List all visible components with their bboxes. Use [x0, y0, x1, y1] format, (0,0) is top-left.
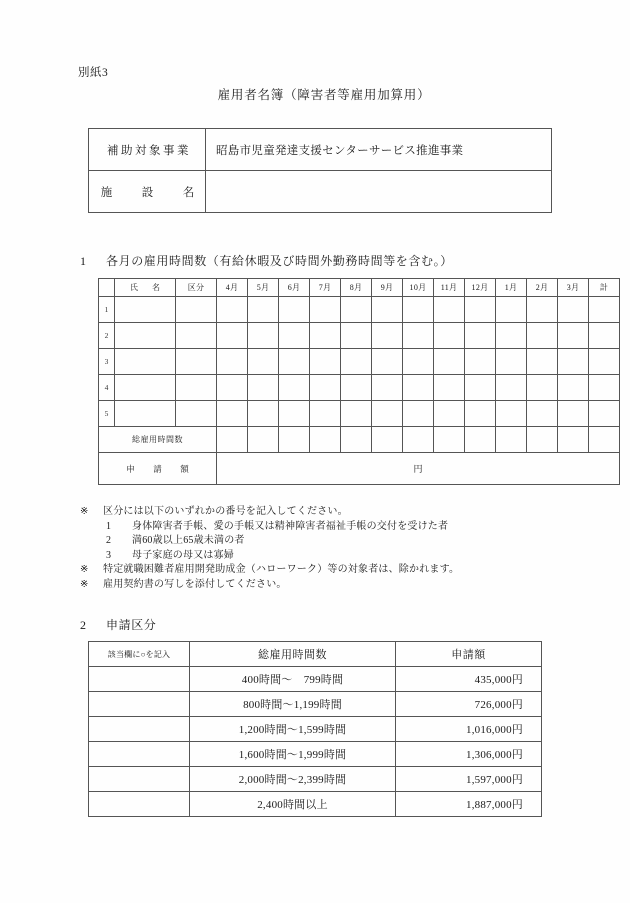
cell-month-8[interactable] [341, 323, 372, 349]
row-number: 4 [99, 375, 115, 401]
hours-range-cell: 1,600時間～1,999時間 [190, 742, 396, 767]
note-text: 特定就職困難者雇用開発助成金（ハローワーク）等の対象者は、除かれます。 [103, 564, 460, 575]
total-month-3[interactable] [558, 427, 589, 453]
cell-month-12[interactable] [465, 401, 496, 427]
column-header-month-9: 9月 [372, 279, 403, 297]
cell-month-9[interactable] [372, 375, 403, 401]
note-line [80, 563, 459, 578]
total-month-1[interactable] [496, 427, 527, 453]
hours-range-cell: 400時間～ 799時間 [190, 667, 396, 692]
total-month-6[interactable] [279, 427, 310, 453]
note-mark-icon: ※ [80, 578, 89, 590]
hours-range-cell: 1,200時間～1,599時間 [190, 717, 396, 742]
table-row [89, 667, 542, 692]
cell-total[interactable] [589, 323, 620, 349]
column-header-category: 区分 [176, 279, 217, 297]
total-month-5[interactable] [248, 427, 279, 453]
section-2-heading [80, 616, 156, 633]
column-header-total-hours: 総雇用時間数 [190, 642, 396, 667]
cell-month-4[interactable] [217, 349, 248, 375]
column-header-month-11: 11月 [434, 279, 465, 297]
section-2-number: 2 [80, 618, 87, 632]
note-sub-item [80, 534, 459, 549]
check-cell[interactable] [89, 767, 190, 792]
cell-total[interactable] [589, 349, 620, 375]
section-1-title: 各月の雇用時間数（有給休暇及び時間外勤務時間等を含む。） [106, 254, 453, 268]
cell-total[interactable] [589, 375, 620, 401]
cell-month-2[interactable] [527, 323, 558, 349]
row-number: 5 [99, 401, 115, 427]
column-header-check: 該当欄に○を記入 [89, 642, 190, 667]
cell-total[interactable] [589, 297, 620, 323]
cell-month-9[interactable] [372, 401, 403, 427]
check-cell[interactable] [89, 792, 190, 817]
table-row [99, 349, 620, 375]
cell-month-6[interactable] [279, 323, 310, 349]
check-cell[interactable] [89, 667, 190, 692]
cell-month-6[interactable] [279, 349, 310, 375]
note-text: 母子家庭の母又は寡婦 [132, 549, 234, 561]
cell-month-1[interactable] [496, 401, 527, 427]
row-number: 1 [99, 297, 115, 323]
cell-month-8[interactable] [341, 297, 372, 323]
column-header-month-8: 8月 [341, 279, 372, 297]
info-label-facility-name: 施 設 名 [89, 171, 206, 213]
column-header-total: 計 [589, 279, 620, 297]
row-number: 2 [99, 323, 115, 349]
cell-month-8[interactable] [341, 375, 372, 401]
note-text: 区分には以下のいずれかの番号を記入してください。 [103, 506, 348, 517]
column-header-month-3: 3月 [558, 279, 589, 297]
info-value-subsidy-business[interactable]: 昭島市児童発達支援センターサービス推進事業 [206, 129, 552, 171]
hours-range-cell: 800時間～1,199時間 [190, 692, 396, 717]
table-row [99, 297, 620, 323]
cell-month-5[interactable] [248, 401, 279, 427]
cell-month-7[interactable] [310, 349, 341, 375]
cell-month-1[interactable] [496, 297, 527, 323]
cell-month-6[interactable] [279, 401, 310, 427]
cell-month-12[interactable] [465, 349, 496, 375]
column-header-month-12: 12月 [465, 279, 496, 297]
cell-name[interactable] [115, 297, 176, 323]
application-amount-value[interactable]: 円 [217, 453, 620, 485]
column-header-month-6: 6月 [279, 279, 310, 297]
table-row [89, 129, 552, 171]
cell-month-2[interactable] [527, 375, 558, 401]
total-month-8[interactable] [341, 427, 372, 453]
document-title: 雇用者名簿（障害者等雇用加算用） [217, 88, 431, 102]
column-header-application-amount: 申請額 [396, 642, 542, 667]
application-amount-label: 申 請 額 [99, 453, 217, 485]
note-text: 雇用契約書の写しを添付してください。 [103, 578, 287, 590]
cell-month-11[interactable] [434, 323, 465, 349]
cell-month-2[interactable] [527, 297, 558, 323]
note-text: 満60歳以上65歳未満の者 [132, 535, 245, 546]
cell-month-11[interactable] [434, 401, 465, 427]
table-row [99, 401, 620, 427]
cell-month-12[interactable] [465, 297, 496, 323]
column-header-name: 氏 名 [115, 279, 176, 297]
cell-month-3[interactable] [558, 349, 589, 375]
note-sub-number: 1 [106, 520, 112, 532]
cell-month-3[interactable] [558, 375, 589, 401]
amount-cell: 1,016,000円 [396, 717, 542, 742]
cell-month-11[interactable] [434, 297, 465, 323]
cell-month-10[interactable] [403, 401, 434, 427]
cell-name[interactable] [115, 323, 176, 349]
amount-cell: 1,597,000円 [396, 767, 542, 792]
table-row [89, 767, 542, 792]
amount-cell: 435,000円 [396, 667, 542, 692]
cell-month-5[interactable] [248, 375, 279, 401]
table-row [89, 717, 542, 742]
cell-name[interactable] [115, 349, 176, 375]
check-cell[interactable] [89, 692, 190, 717]
cell-category[interactable] [176, 297, 217, 323]
row-number: 3 [99, 349, 115, 375]
hours-range-cell: 2,000時間～2,399時間 [190, 767, 396, 792]
cell-month-2[interactable] [527, 349, 558, 375]
column-header-month-1: 1月 [496, 279, 527, 297]
cell-month-2[interactable] [527, 401, 558, 427]
column-header-month-2: 2月 [527, 279, 558, 297]
cell-month-8[interactable] [341, 401, 372, 427]
column-header-index [99, 279, 115, 297]
cell-month-10[interactable] [403, 323, 434, 349]
cell-month-5[interactable] [248, 323, 279, 349]
check-cell[interactable] [89, 717, 190, 742]
cell-category[interactable] [176, 349, 217, 375]
column-header-month-7: 7月 [310, 279, 341, 297]
cell-month-3[interactable] [558, 401, 589, 427]
cell-month-1[interactable] [496, 323, 527, 349]
cell-category[interactable] [176, 375, 217, 401]
document-reference: 別紙3 [78, 67, 109, 79]
notes-block [80, 505, 459, 592]
check-cell[interactable] [89, 742, 190, 767]
cell-month-7[interactable] [310, 375, 341, 401]
cell-month-8[interactable] [341, 349, 372, 375]
table-row [89, 692, 542, 717]
cell-month-10[interactable] [403, 375, 434, 401]
table-row [99, 323, 620, 349]
cell-category[interactable] [176, 401, 217, 427]
note-text: 身体障害者手帳、愛の手帳又は精神障害者福祉手帳の交付を受けた者 [132, 520, 449, 532]
info-value-facility-name[interactable] [206, 171, 552, 213]
column-header-month-4: 4月 [217, 279, 248, 297]
cell-name[interactable] [115, 375, 176, 401]
total-month-2[interactable] [527, 427, 558, 453]
section-1-number: 1 [80, 254, 87, 268]
total-hours-label: 総雇用時間数 [99, 427, 217, 453]
table-header-row [89, 642, 542, 667]
cell-month-9[interactable] [372, 323, 403, 349]
cell-month-1[interactable] [496, 375, 527, 401]
note-sub-item [80, 520, 459, 535]
application-amount-row [99, 453, 620, 485]
cell-month-7[interactable] [310, 297, 341, 323]
cell-month-9[interactable] [372, 297, 403, 323]
table-row [89, 742, 542, 767]
cell-month-4[interactable] [217, 401, 248, 427]
business-info-table [88, 128, 552, 213]
application-category-table [88, 641, 542, 817]
total-grand[interactable] [589, 427, 620, 453]
cell-month-4[interactable] [217, 323, 248, 349]
section-1-heading [80, 252, 453, 269]
cell-month-12[interactable] [465, 375, 496, 401]
cell-name[interactable] [115, 401, 176, 427]
cell-month-5[interactable] [248, 297, 279, 323]
cell-month-12[interactable] [465, 323, 496, 349]
cell-month-10[interactable] [403, 297, 434, 323]
total-month-7[interactable] [310, 427, 341, 453]
total-month-10[interactable] [403, 427, 434, 453]
amount-cell: 1,887,000円 [396, 792, 542, 817]
cell-month-6[interactable] [279, 297, 310, 323]
info-label-subsidy-business: 補助対象事業 [89, 129, 206, 171]
cell-month-1[interactable] [496, 349, 527, 375]
column-header-month-10: 10月 [403, 279, 434, 297]
cell-total[interactable] [589, 401, 620, 427]
total-month-11[interactable] [434, 427, 465, 453]
note-mark-icon: ※ [80, 506, 89, 517]
table-row [89, 171, 552, 213]
note-mark-icon: ※ [80, 564, 89, 575]
cell-month-10[interactable] [403, 349, 434, 375]
note-line [80, 505, 459, 520]
cell-month-3[interactable] [558, 297, 589, 323]
table-row [99, 375, 620, 401]
table-header-row [99, 279, 620, 297]
cell-month-5[interactable] [248, 349, 279, 375]
cell-month-7[interactable] [310, 323, 341, 349]
total-hours-row [99, 427, 620, 453]
note-sub-number: 3 [106, 549, 112, 561]
note-sub-item [80, 549, 459, 564]
note-line [80, 578, 459, 593]
monthly-hours-table [98, 278, 620, 485]
cell-month-4[interactable] [217, 297, 248, 323]
cell-month-11[interactable] [434, 349, 465, 375]
cell-month-11[interactable] [434, 375, 465, 401]
amount-cell: 726,000円 [396, 692, 542, 717]
cell-month-4[interactable] [217, 375, 248, 401]
total-month-4[interactable] [217, 427, 248, 453]
amount-cell: 1,306,000円 [396, 742, 542, 767]
cell-category[interactable] [176, 323, 217, 349]
cell-month-6[interactable] [279, 375, 310, 401]
cell-month-7[interactable] [310, 401, 341, 427]
note-sub-number: 2 [106, 535, 112, 546]
total-month-9[interactable] [372, 427, 403, 453]
column-header-month-5: 5月 [248, 279, 279, 297]
hours-range-cell: 2,400時間以上 [190, 792, 396, 817]
section-2-title: 申請区分 [106, 618, 157, 632]
total-month-12[interactable] [465, 427, 496, 453]
table-row [89, 792, 542, 817]
cell-month-9[interactable] [372, 349, 403, 375]
cell-month-3[interactable] [558, 323, 589, 349]
